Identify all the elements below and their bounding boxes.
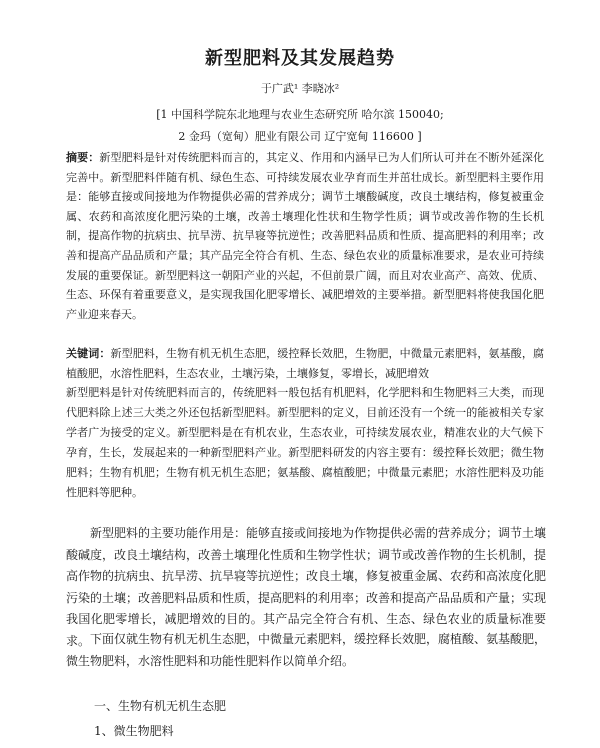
abstract-text: 新型肥料是针对传统肥料而言的，其定义、作用和内涵早已为人们所认可并在不断外延深化完善中。新型肥料伴随有机、绿色生态、可持续发展农业孕育而生并茁壮成长。新型肥料主要作用是：能够直接或间接地为作物提供必需的营养成分；调节土壤酸碱度，改良土壤结构，修复被重金属、农药和高浓度化肥污染的土壤，改善土壤理化性状和生物学性质；调节或改善作物的生长机制，提高作物的抗病虫、抗旱涝、抗旱寝等抗逆性；改善肥料品质和性质、提高肥料的利用率；改善和提高产品品质和产量；其产品完全符合有机、生态、绿色农业的质量标准要求，是农业可持续发展的重要保证。新型肥料这一朝阳产业的兴起，不但前景广阔，而且对农业高产、高效、优质、生态、环保有着重要意义，是实现我国化肥零增长、减肥增效的主要举措。新型肥料将使我国化肥产业迎来春天。 bbox=[66, 151, 544, 321]
section-heading-1: 一、生物有机无机生态肥 bbox=[94, 699, 227, 713]
keywords-label: 关键词： bbox=[66, 347, 111, 360]
abstract bbox=[66, 148, 544, 324]
body-paragraph-2: 下面仅就生物有机无机生态肥，中微量元素肥料，缓控释长效肥，腐植酸、氨基酸肥，微生物肥料，水溶性肥料和功能性肥料作以简单介绍。 bbox=[66, 632, 547, 668]
subsection-heading-1: 1、微生物肥料 bbox=[94, 724, 174, 738]
affiliation-2: 2 金玛（宽甸）肥业有限公司 辽宁宽甸 116600 ] bbox=[178, 130, 422, 143]
intro-paragraph: 新型肥料是针对传统肥料而言的，传统肥料一般包括有机肥料，化学肥料和生物肥料三大类，而现代肥料除上述三大类之外还包括新型肥料。新型肥料的定义，目前还没有一个统一的能被相关专家学者广为接受的定义。新型肥料是在有机农业，生态农业，可持续发展农业，精准农业的大气候下孕育，生长，发展起来的一种新型肥料产业。新型肥料研发的内容主要有：缓控释长效肥；微生物肥料；生物有机肥；生物有机无机生态肥；氨基酸、腐植酸肥；中微量元素肥；水溶性肥料及功能性肥料等肥种。 bbox=[66, 386, 544, 499]
body-paragraph-1: 新型肥料的主要功能作用是：能够直接或间接地为作物提供必需的营养成分；调节土壤酸碱度，改良土壤结构，改善土壤理化性质和生物学性状；调节或改善作物的生长机制，提高作物的抗病虫、抗旱涝、抗旱寝等抗逆性；改良土壤，修复被重金属、农药和高浓度化肥污染的土壤；改善肥料品质和性质，提高肥料的利用率；改善和提高产品品质和产量；实现我国化肥零增长，减肥增效的目的。其产品完全符合有机、生态、绿色农业的质量标准要求。 bbox=[66, 526, 547, 648]
affiliation-1: [1 中国科学院东北地理与农业生态研究所 哈尔滨 150040; bbox=[156, 108, 444, 121]
paper-authors: 于广武¹ 李晓冰² bbox=[260, 82, 340, 95]
keywords-text: 新型肥料，生物有机无机生态肥，缓控释长效肥，生物肥，中微量元素肥料，氨基酸，腐植酸肥，水溶性肥料，生态农业，土壤污染，土壤修复，零增长，减肥增效 bbox=[66, 347, 545, 380]
abstract-label: 摘要： bbox=[66, 151, 100, 164]
keywords bbox=[66, 344, 544, 383]
paper-title: 新型肥料及其发展趋势 bbox=[205, 48, 395, 69]
